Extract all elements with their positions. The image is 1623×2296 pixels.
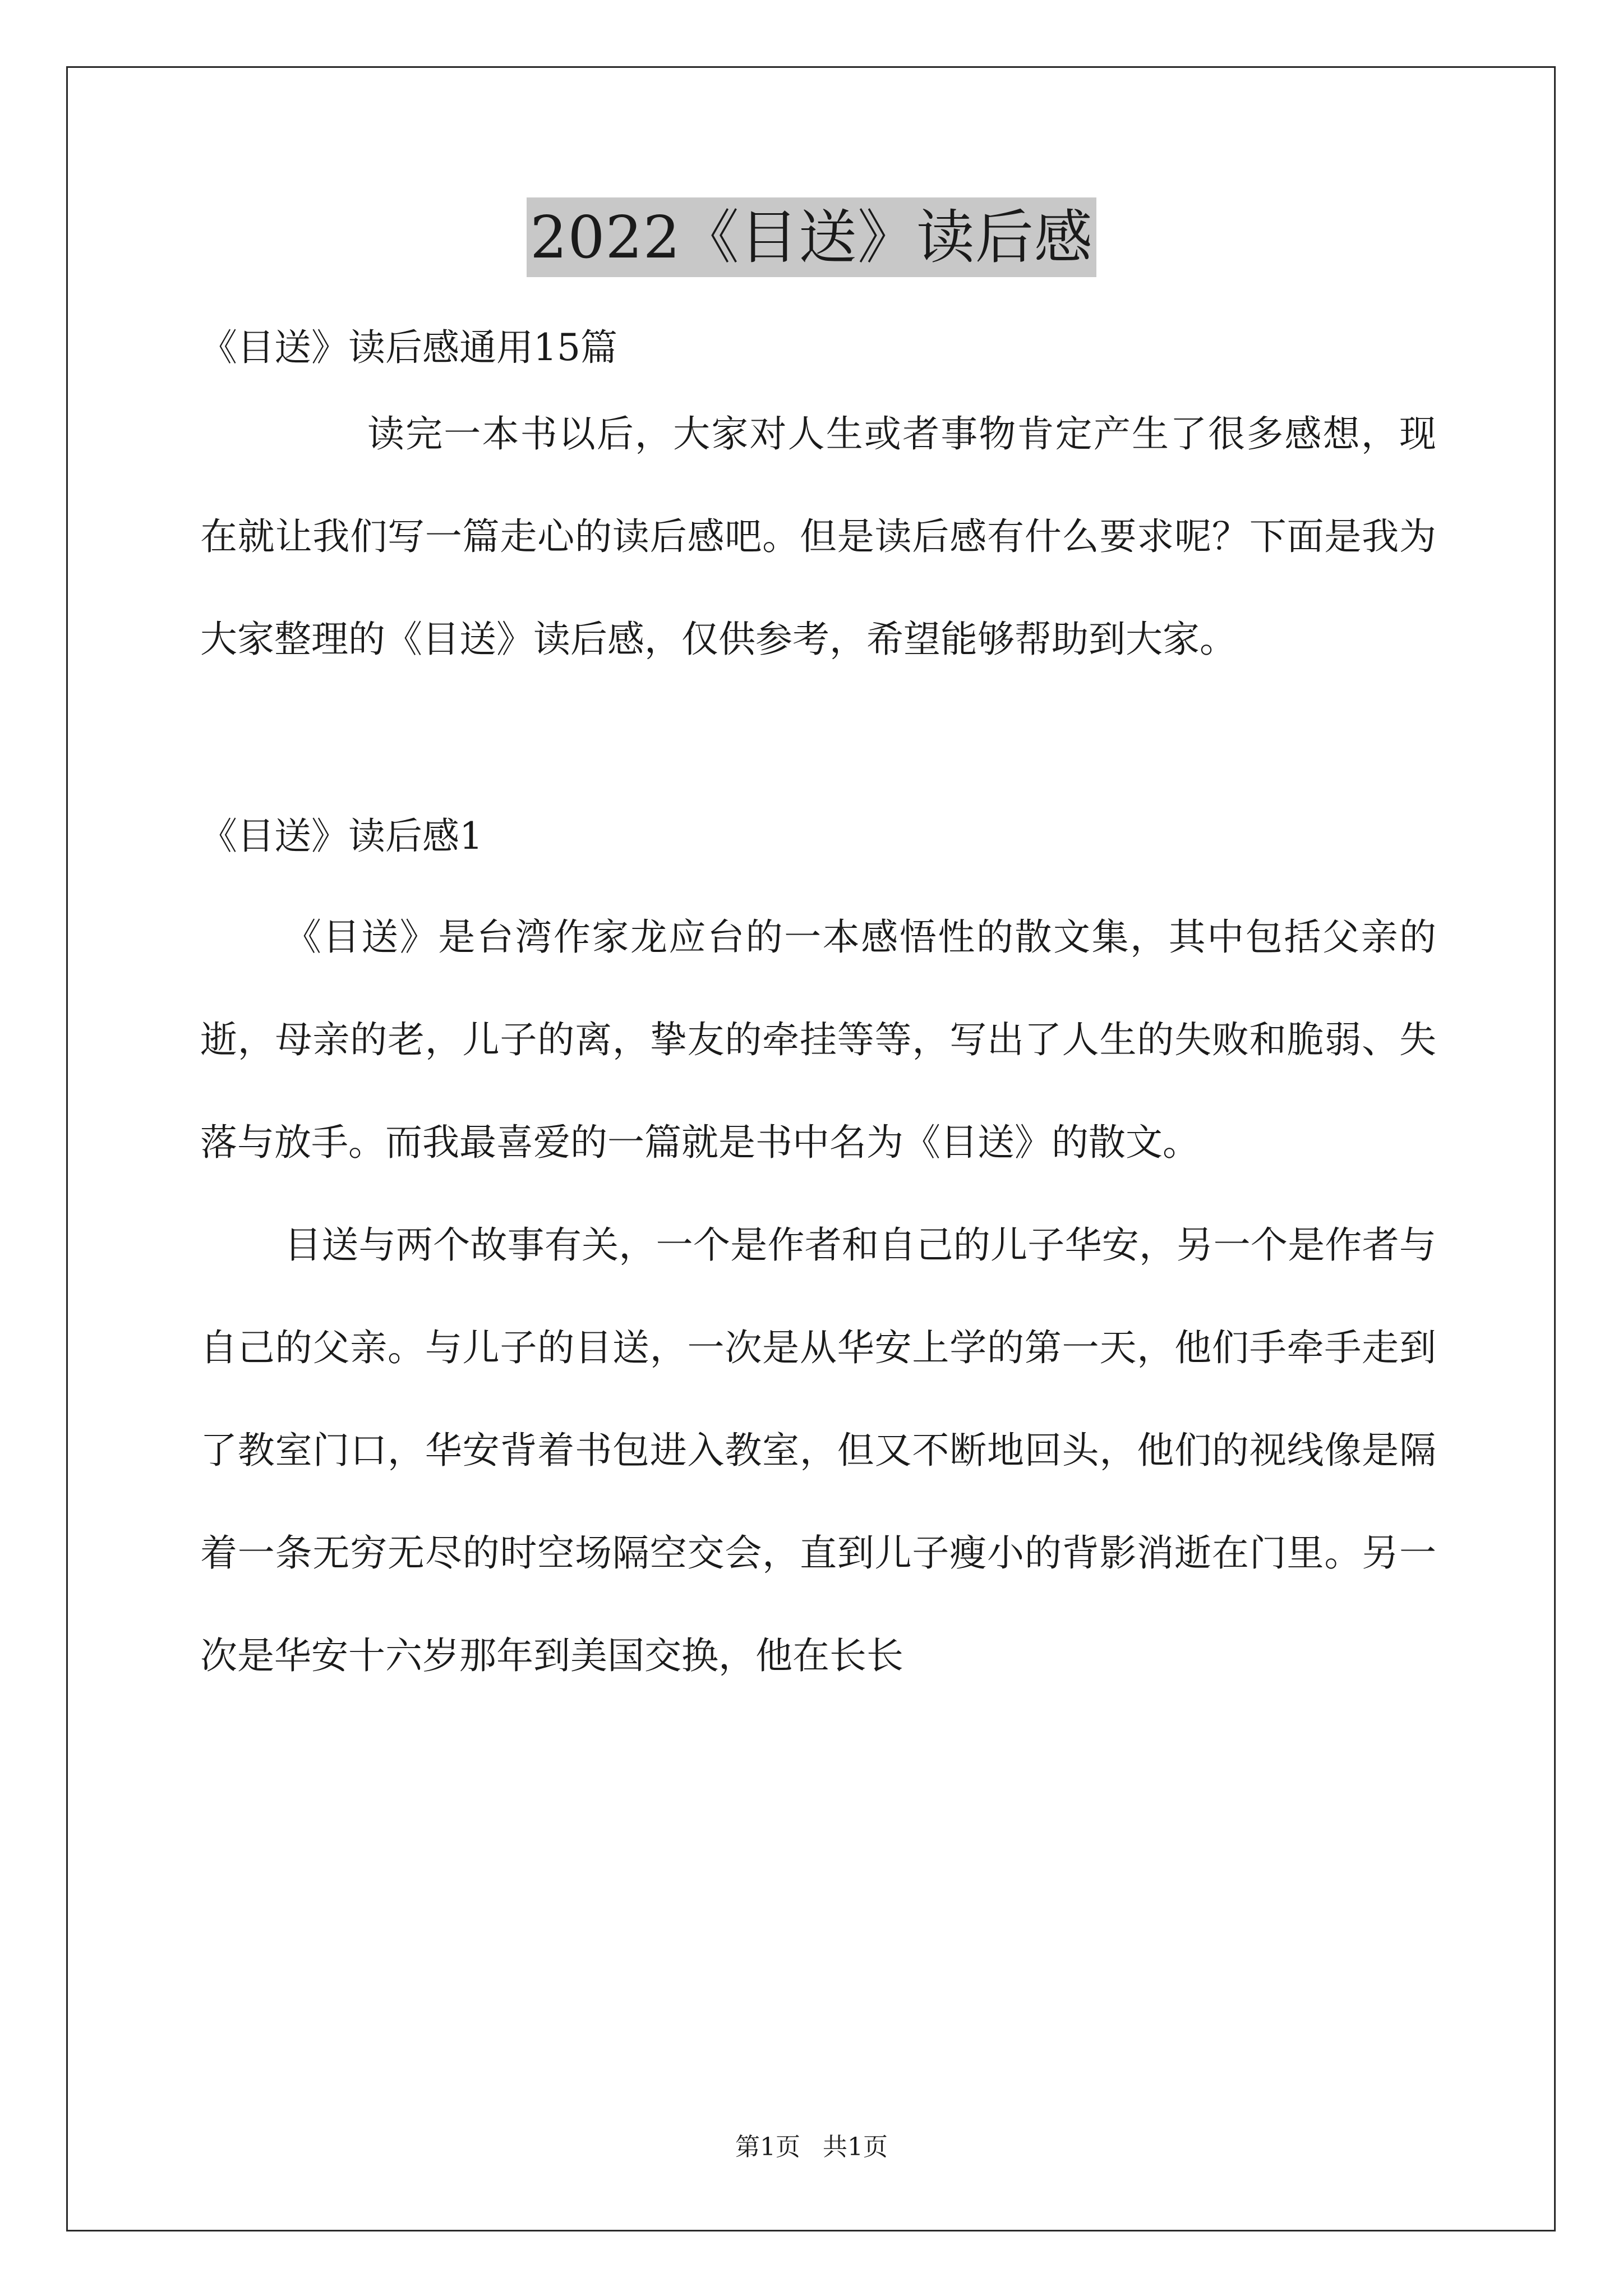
- document-subtitle: 《目送》读后感通用15篇: [200, 326, 617, 369]
- page-total: 共1页: [823, 2133, 888, 2161]
- section-spacer: [200, 691, 1436, 803]
- page-number: 第1页: [735, 2133, 800, 2161]
- document-title: 2022《目送》读后感: [527, 197, 1096, 277]
- section-1: [200, 803, 1436, 1707]
- page-footer: [0, 2131, 1623, 2164]
- section-heading: 《目送》读后感1: [200, 815, 483, 858]
- intro-paragraph: 读完一本书以后，大家对人生或者事物肯定产生了很多感想，现在就让我们写一篇走心的读后感吧。但是读后感有什么要求呢？下面是我为大家整理的《目送》读后感，仅供参考，希望能够帮助到大家。: [200, 412, 1436, 661]
- body-paragraph: 《目送》是台湾作家龙应台的一本感悟性的散文集，其中包括父亲的逝，母亲的老，儿子的离，挚友的牵挂等等，写出了人生的失败和脆弱、失落与放手。而我最喜爱的一篇就是书中名为《目送》的散文。: [200, 915, 1436, 1164]
- document-body: [200, 314, 1436, 1707]
- body-paragraph: 目送与两个故事有关，一个是作者和自己的儿子华安，另一个是作者与自己的父亲。与儿子的目送，一次是从华安上学的第一天，他们手牵手走到了教室门口，华安背着书包进入教室，但又不断地回头，他们的视线像是隔着一条无穷无尽的时空场隔空交会，直到儿子瘦小的背影消逝在门里。另一次是华安十六岁那年到美国交换，他在长长: [200, 1223, 1436, 1677]
- title-wrapper: [0, 197, 1623, 277]
